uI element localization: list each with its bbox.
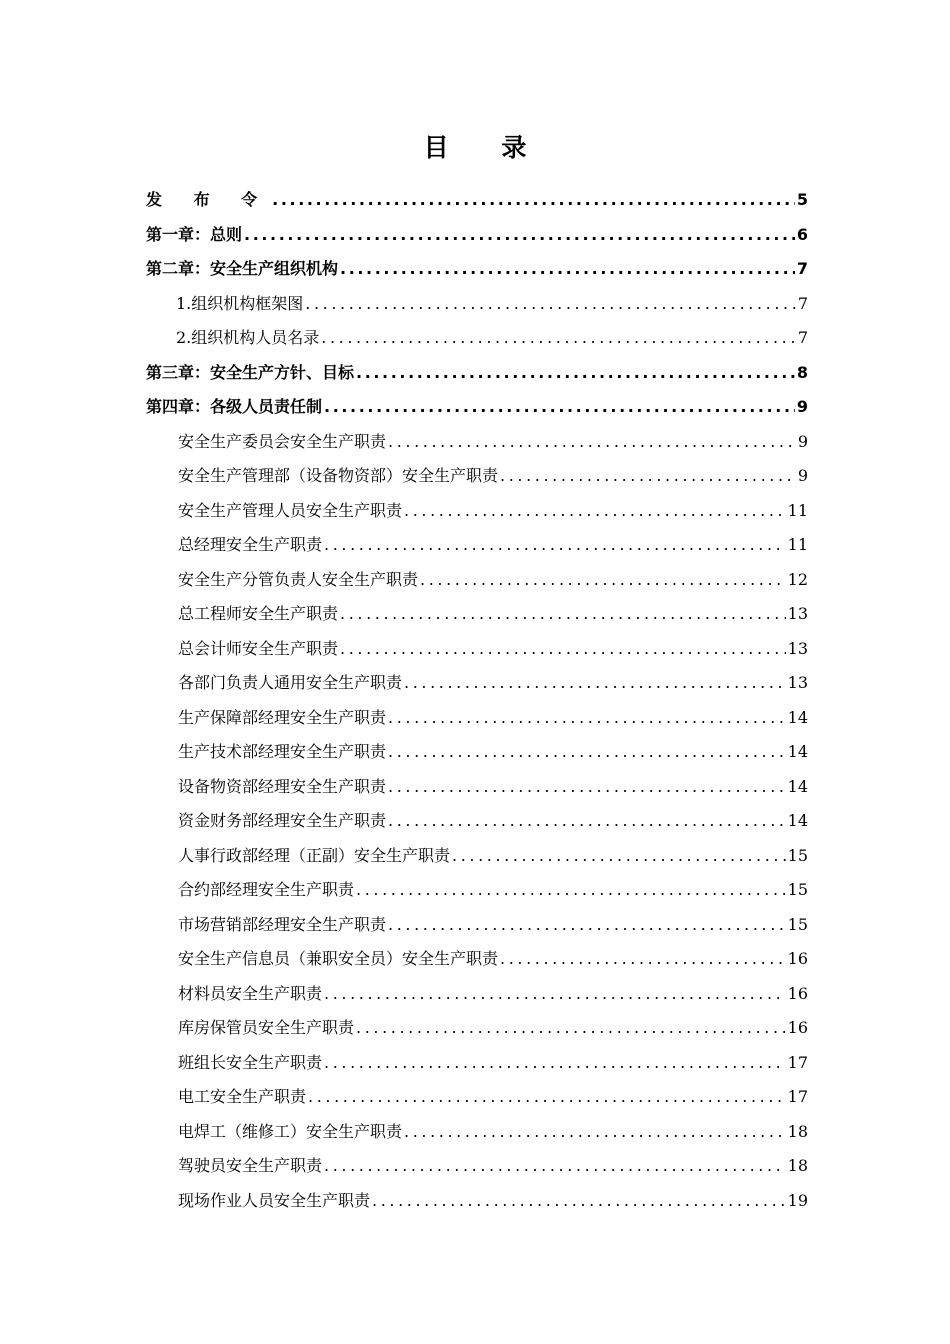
toc-entry-page: 9 bbox=[796, 397, 808, 416]
toc-entry[interactable] bbox=[146, 735, 808, 770]
toc-entry-label: 第二章：安全生产组织机构 bbox=[146, 259, 339, 278]
toc-leader-dots bbox=[324, 1149, 786, 1184]
toc-entry-page: 13 bbox=[787, 638, 808, 658]
toc-entry-page: 7 bbox=[797, 293, 808, 313]
toc-leader-dots bbox=[308, 1080, 786, 1115]
toc-entry-label: 2.组织机构人员名录 bbox=[176, 328, 320, 347]
toc-leader-dots bbox=[356, 1011, 786, 1046]
toc-entry-page: 7 bbox=[796, 259, 808, 278]
toc-entry[interactable] bbox=[146, 770, 808, 805]
toc-entry-page: 17 bbox=[787, 1087, 808, 1106]
toc-entry[interactable] bbox=[146, 494, 808, 529]
toc-entry[interactable] bbox=[146, 908, 808, 943]
toc-entry-label: 现场作业人员安全生产职责 bbox=[178, 1190, 371, 1210]
toc-entry-page: 11 bbox=[787, 500, 808, 520]
toc-leader-dots bbox=[404, 666, 786, 701]
toc-entry-label: 生产技术部经理安全生产职责 bbox=[178, 742, 387, 761]
toc-entry-label: 设备物资部经理安全生产职责 bbox=[178, 776, 387, 796]
toc-leader-dots bbox=[500, 942, 786, 977]
toc-entry-page: 16 bbox=[787, 1018, 808, 1037]
toc-entry-page: 14 bbox=[787, 707, 808, 727]
toc-entry-label: 人事行政部经理（正副）安全生产职责 bbox=[178, 845, 451, 865]
toc-entry-label: 库房保管员安全生产职责 bbox=[178, 1018, 355, 1037]
toc-entry[interactable] bbox=[146, 804, 808, 839]
toc-entry[interactable] bbox=[146, 873, 808, 908]
toc-entry-page: 18 bbox=[787, 1156, 808, 1175]
toc-entry-label: 资金财务部经理安全生产职责 bbox=[178, 811, 387, 830]
toc-entry-label: 安全生产管理人员安全生产职责 bbox=[178, 500, 403, 520]
toc-entry[interactable] bbox=[146, 252, 808, 287]
toc-leader-dots bbox=[420, 563, 786, 598]
toc-leader-dots bbox=[324, 390, 795, 425]
toc-entry-page: 9 bbox=[797, 466, 808, 485]
toc-entry[interactable] bbox=[146, 1115, 808, 1150]
toc-entry-page: 17 bbox=[787, 1052, 808, 1072]
toc-leader-dots bbox=[321, 321, 796, 356]
toc-leader-dots bbox=[340, 632, 786, 667]
toc-entry[interactable] bbox=[146, 459, 808, 494]
toc-entry[interactable] bbox=[146, 597, 808, 632]
toc-entry-label: 材料员安全生产职责 bbox=[178, 983, 323, 1003]
toc-leader-dots bbox=[324, 977, 786, 1012]
toc-entry[interactable] bbox=[146, 1080, 808, 1115]
toc-entry[interactable] bbox=[146, 666, 808, 701]
toc-entry-page: 8 bbox=[796, 362, 808, 382]
toc-entry[interactable] bbox=[146, 563, 808, 598]
toc-entry-page: 14 bbox=[787, 776, 808, 796]
toc-entry-page: 13 bbox=[787, 604, 808, 623]
toc-leader-dots bbox=[388, 804, 786, 839]
toc-entry-page: 19 bbox=[787, 1190, 808, 1210]
toc-leader-dots bbox=[388, 735, 786, 770]
toc-entry-label: 安全生产管理部（设备物资部）安全生产职责 bbox=[178, 466, 499, 485]
toc-entry-label: 总会计师安全生产职责 bbox=[178, 638, 339, 658]
toc-leader-dots bbox=[244, 218, 795, 253]
toc-entry-label: 1.组织机构框架图 bbox=[176, 293, 304, 313]
toc-leader-dots bbox=[356, 873, 786, 908]
toc-leader-dots bbox=[340, 597, 786, 632]
toc-entry[interactable] bbox=[146, 632, 808, 667]
toc-leader-dots bbox=[305, 287, 796, 322]
toc-entry[interactable] bbox=[146, 1184, 808, 1219]
toc-entry-page: 7 bbox=[797, 328, 808, 347]
toc-entry-label: 安全生产信息员（兼职安全员）安全生产职责 bbox=[178, 949, 499, 968]
toc-entry-page: 6 bbox=[796, 224, 808, 244]
toc-title: 目 录 bbox=[423, 133, 549, 162]
toc-leader-dots bbox=[324, 528, 786, 563]
toc-entry[interactable] bbox=[146, 942, 808, 977]
toc-entry-label: 驾驶员安全生产职责 bbox=[178, 1156, 323, 1175]
toc-entry-label: 市场营销部经理安全生产职责 bbox=[178, 914, 387, 934]
toc-entry-label: 各部门负责人通用安全生产职责 bbox=[178, 673, 403, 692]
toc-leader-dots bbox=[388, 701, 786, 736]
toc-entry-label: 总工程师安全生产职责 bbox=[178, 604, 339, 623]
toc-entry-page: 15 bbox=[787, 845, 808, 865]
toc-entry-page: 11 bbox=[787, 535, 808, 554]
toc-entry-page: 15 bbox=[787, 880, 808, 899]
toc-entry[interactable] bbox=[146, 1046, 808, 1081]
toc-leader-dots bbox=[356, 356, 795, 391]
toc-entry[interactable] bbox=[146, 528, 808, 563]
toc-entry[interactable] bbox=[146, 1149, 808, 1184]
toc-entry-page: 9 bbox=[797, 431, 808, 451]
toc-entry-label: 电焊工（维修工）安全生产职责 bbox=[178, 1121, 403, 1141]
toc-entry-label: 发 布 令 bbox=[146, 190, 271, 209]
toc-entry[interactable] bbox=[146, 321, 808, 356]
toc-entry[interactable] bbox=[146, 977, 808, 1012]
toc-entry[interactable] bbox=[146, 425, 808, 460]
toc-entry-page: 13 bbox=[787, 673, 808, 692]
table-of-contents bbox=[146, 183, 808, 1218]
toc-entry[interactable] bbox=[146, 701, 808, 736]
toc-entry[interactable] bbox=[146, 218, 808, 253]
toc-leader-dots bbox=[372, 1184, 786, 1219]
toc-leader-dots bbox=[388, 908, 786, 943]
toc-entry-label: 总经理安全生产职责 bbox=[178, 535, 323, 554]
toc-leader-dots bbox=[452, 839, 786, 874]
toc-entry-label: 电工安全生产职责 bbox=[178, 1087, 307, 1106]
toc-leader-dots bbox=[388, 770, 786, 805]
toc-entry[interactable] bbox=[146, 390, 808, 425]
toc-leader-dots bbox=[272, 183, 795, 218]
toc-entry-page: 16 bbox=[787, 983, 808, 1003]
toc-entry-page: 15 bbox=[787, 914, 808, 934]
toc-entry-label: 第四章：各级人员责任制 bbox=[146, 397, 323, 416]
toc-entry-page: 14 bbox=[787, 811, 808, 830]
toc-entry-label: 安全生产分管负责人安全生产职责 bbox=[178, 569, 419, 589]
toc-leader-dots bbox=[388, 425, 796, 460]
toc-entry-page: 16 bbox=[787, 949, 808, 968]
toc-leader-dots bbox=[404, 1115, 786, 1150]
toc-entry-page: 5 bbox=[796, 190, 808, 209]
toc-entry-label: 合约部经理安全生产职责 bbox=[178, 880, 355, 899]
toc-entry-page: 14 bbox=[787, 742, 808, 761]
toc-entry[interactable] bbox=[146, 183, 808, 218]
toc-entry-label: 第三章：安全生产方针、目标 bbox=[146, 362, 355, 382]
toc-entry-label: 班组长安全生产职责 bbox=[178, 1052, 323, 1072]
toc-entry-page: 18 bbox=[787, 1121, 808, 1141]
toc-leader-dots bbox=[324, 1046, 786, 1081]
toc-entry-label: 安全生产委员会安全生产职责 bbox=[178, 431, 387, 451]
toc-leader-dots bbox=[404, 494, 786, 529]
toc-entry-label: 生产保障部经理安全生产职责 bbox=[178, 707, 387, 727]
toc-entry[interactable] bbox=[146, 356, 808, 391]
toc-entry[interactable] bbox=[146, 1011, 808, 1046]
toc-entry-label: 第一章：总则 bbox=[146, 224, 243, 244]
toc-entry-page: 12 bbox=[787, 569, 808, 589]
toc-leader-dots bbox=[340, 252, 795, 287]
toc-entry[interactable] bbox=[146, 839, 808, 874]
toc-entry[interactable] bbox=[146, 287, 808, 322]
toc-leader-dots bbox=[500, 459, 796, 494]
